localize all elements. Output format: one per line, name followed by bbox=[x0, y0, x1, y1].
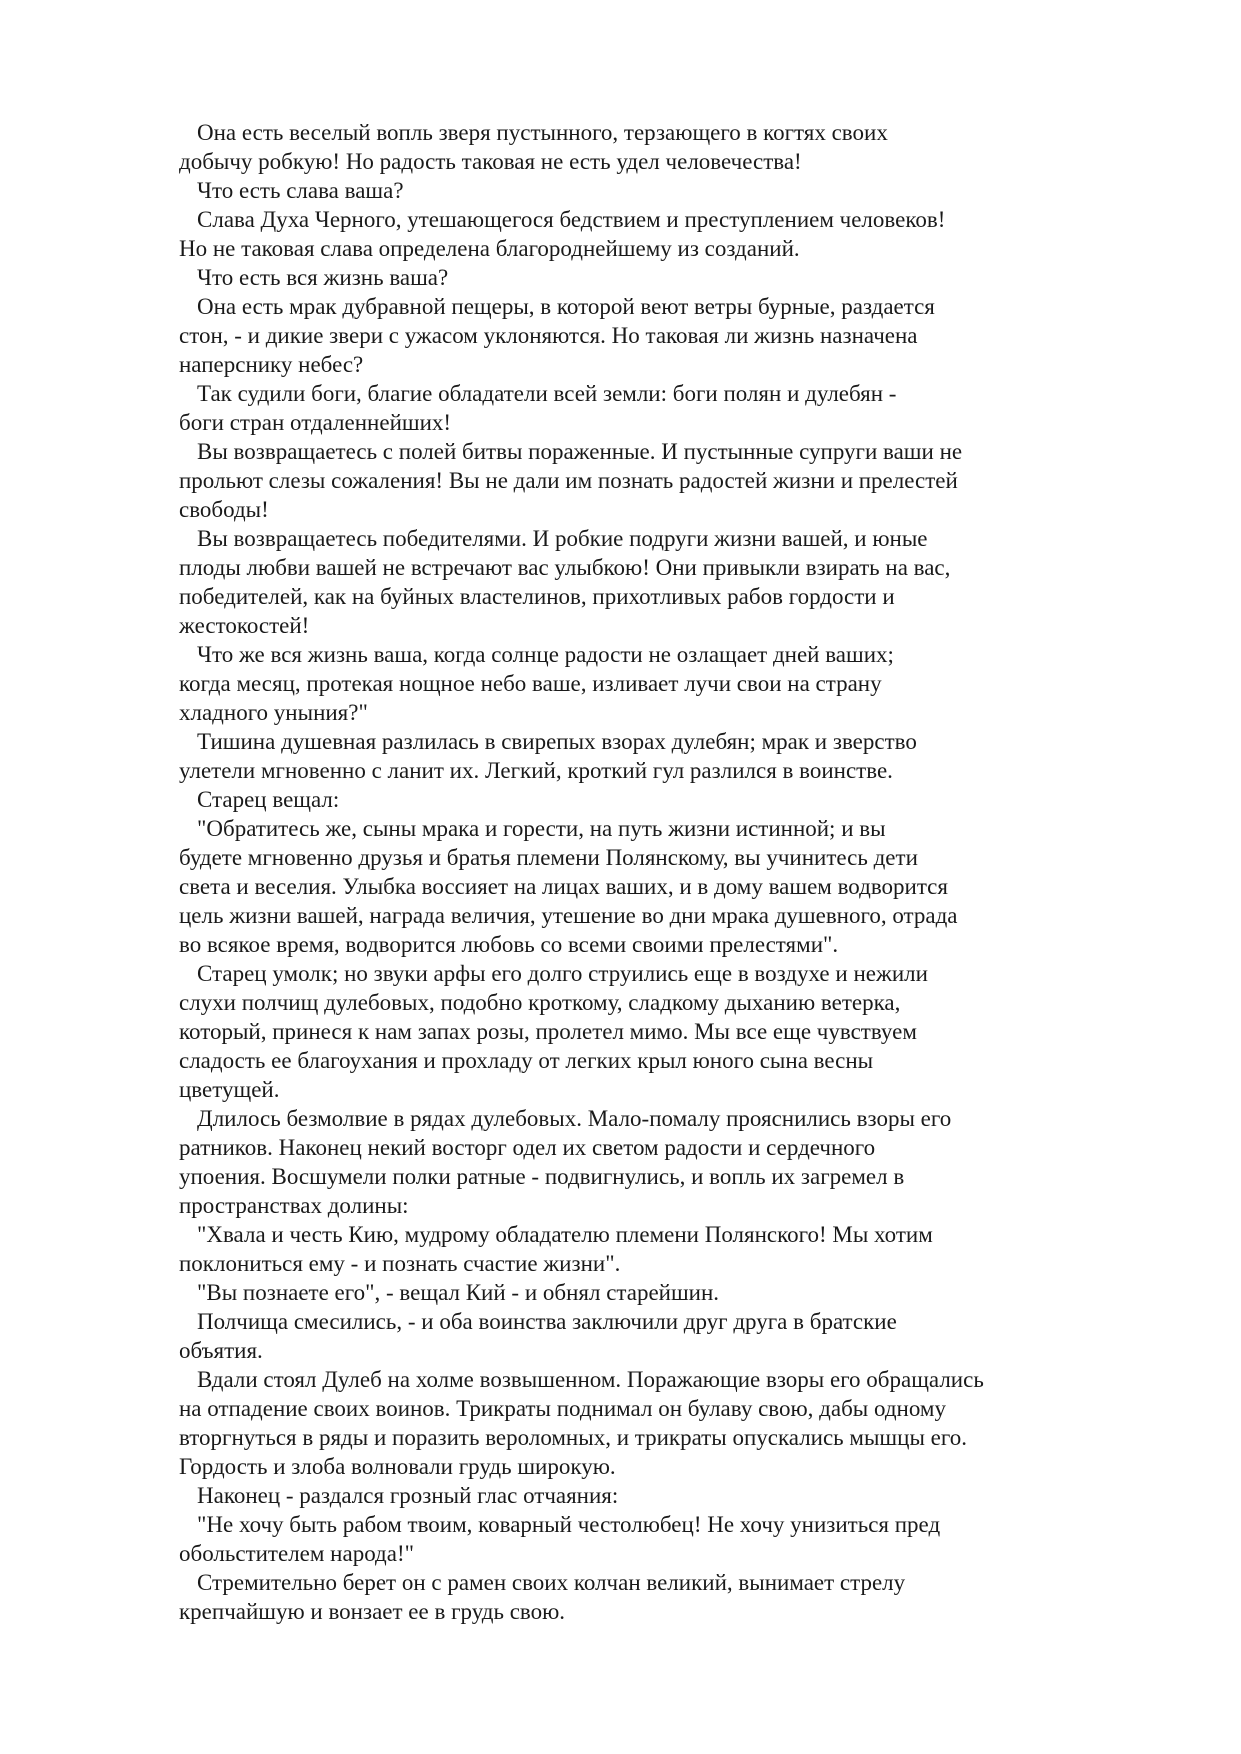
paragraph: Вы возвращаетесь с полей битвы пораженные. И пустынные супруги ваши не прольют слезы сожаления! Вы не дали им познать радостей жизни и прелестей свободы! bbox=[179, 439, 963, 522]
paragraph: Она есть мрак дубравной пещеры, в которой веют ветры бурные, раздается стон, - и дикие звери с ужасом уклоняются. Но таковая ли жизнь назначена наперснику небес? bbox=[179, 294, 935, 377]
paragraph: Она есть веселый вопль зверя пустынного, терзающего в когтях своих добычу робкую! Но радость таковая не есть удел человечества! bbox=[179, 120, 888, 174]
paragraph: "Вы познаете его", - вещал Кий - и обнял старейшин. bbox=[197, 1280, 720, 1305]
paragraph: Тишина душевная разлилась в свирепых взорах дулебян; мрак и зверство улетели мгновенно с ланит их. Легкий, кроткий гул разлился в воинстве. bbox=[179, 729, 917, 783]
paragraph: Старец умолк; но звуки арфы его долго струились еще в воздухе и нежили слухи полчищ дулебовых, подобно кроткому, сладкому дыханию ветерка, который, принеся к нам запах розы, пролетел мимо. Мы все еще чувствуем сладость ее благоухания и прохладу от легких крыл юного сына весны цветущей. bbox=[179, 961, 928, 1102]
paragraph: Наконец - раздался грозный глас отчаяния: bbox=[197, 1483, 619, 1508]
body-text bbox=[179, 118, 1079, 1626]
paragraph: Стремительно берет он с рамен своих колчан великий, вынимает стрелу крепчайшую и вонзает ее в грудь свою. bbox=[179, 1570, 906, 1624]
paragraph: Вдали стоял Дулеб на холме возвышенном. Поражающие взоры его обращались на отпадение своих воинов. Трикраты поднимал он булаву свою, дабы одному вторгнуться в ряды и поразить вероломных, и трикраты опускались мышцы его. Гордость и злоба волновали грудь широкую. bbox=[179, 1367, 984, 1479]
paragraph: Полчища смесились, - и оба воинства заключили друг друга в братские объятия. bbox=[179, 1309, 897, 1363]
paragraph: Что есть вся жизнь ваша? bbox=[197, 265, 449, 290]
paragraph: Так судили боги, благие обладатели всей земли: боги полян и дулебян - боги стран отдаленнейших! bbox=[179, 381, 897, 435]
paragraph: "Обратитесь же, сыны мрака и горести, на путь жизни истинной; и вы будете мгновенно друзья и братья племени Полянскому, вы учинитесь дети света и веселия. Улыбка воссияет на лицах ваших, и в дому вашем водворится цель жизни вашей, награда величия, утешение во дни мрака душевного, отрада во всякое время, водворится любовь со всеми своими прелестями". bbox=[179, 816, 958, 957]
paragraph: "Не хочу быть рабом твоим, коварный честолюбец! Не хочу унизиться пред обольстителем народа!" bbox=[179, 1512, 941, 1566]
paragraph: Вы возвращаетесь победителями. И робкие подруги жизни вашей, и юные плоды любви вашей не встречают вас улыбкою! Они привыкли взирать на вас, победителей, как на буйных властелинов, прихотливых рабов гордости и жестокостей! bbox=[179, 526, 951, 638]
paragraph: Старец вещал: bbox=[197, 787, 340, 812]
paragraph: Длилось безмолвие в рядах дулебовых. Мало-помалу прояснились взоры его ратников. Наконец некий восторг одел их светом радости и сердечного упоения. Восшумели полки ратные - подвигнулись, и вопль их загремел в пространствах долины: bbox=[179, 1106, 952, 1218]
paragraph: "Хвала и честь Кию, мудрому обладателю племени Полянского! Мы хотим поклониться ему - и познать счастие жизни". bbox=[179, 1222, 933, 1276]
paragraph: Что есть слава ваша? bbox=[197, 178, 404, 203]
paragraph: Слава Духа Черного, утешающегося бедствием и преступлением человеков! Но не таковая слава определена благороднейшему из созданий. bbox=[179, 207, 946, 261]
paragraph: Что же вся жизнь ваша, когда солнце радости не озлащает дней ваших; когда месяц, протекая нощное небо ваше, изливает лучи свои на страну хладного уныния?" bbox=[179, 642, 894, 725]
